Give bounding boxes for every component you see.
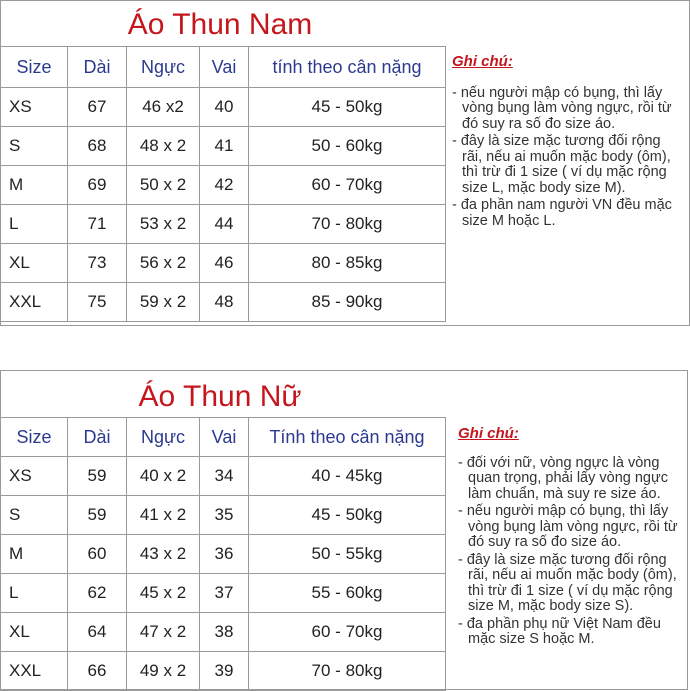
women-cell-shoulder: 37 [200, 574, 249, 613]
women-cell-shoulder: 38 [200, 613, 249, 652]
women-row-xl [1, 613, 446, 652]
men-note-item: - nếu người mập có bụng, thì lấy vòng bụng làm vòng ngực, rồi từ đó suy ra số đo size áo. [452, 84, 672, 132]
men-row-xxl [1, 283, 446, 322]
women-row-xxl [1, 652, 446, 691]
women-cell-shoulder: 35 [200, 496, 249, 535]
women-cell-weight: 70 - 80kg [249, 652, 446, 691]
women-row-m [1, 535, 446, 574]
men-row-xl [1, 244, 446, 283]
men-cell-weight: 50 - 60kg [249, 127, 446, 166]
women-header-size: Size [1, 418, 68, 457]
women-cell-length: 66 [68, 652, 127, 691]
men-cell-weight: 70 - 80kg [249, 205, 446, 244]
men-note-list [452, 86, 682, 230]
men-notes [452, 54, 682, 231]
men-header-weight: tính theo cân nặng [249, 47, 446, 88]
women-cell-length: 62 [68, 574, 127, 613]
women-note-item: - đây là size mặc tương đối rộng rãi, nếu ai muốn mặc body (ôm), thì trừ đi 1 size ( ví dụ mặc rộng size M, mặc body size S). [458, 551, 677, 614]
women-cell-shoulder: 36 [200, 535, 249, 574]
men-header-row [1, 47, 446, 88]
men-cell-chest: 48 x 2 [127, 127, 200, 166]
women-header-row [1, 418, 446, 457]
men-cell-shoulder: 46 [200, 244, 249, 283]
men-cell-weight: 85 - 90kg [249, 283, 446, 322]
women-cell-weight: 50 - 55kg [249, 535, 446, 574]
women-cell-size: M [1, 535, 68, 574]
men-row-m [1, 166, 446, 205]
women-cell-chest: 43 x 2 [127, 535, 200, 574]
women-row-xs [1, 457, 446, 496]
men-row-l [1, 205, 446, 244]
men-cell-length: 73 [68, 244, 127, 283]
men-cell-shoulder: 42 [200, 166, 249, 205]
women-note-item: - đa phần phụ nữ Việt Nam đều mặc size S hoặc M. [458, 615, 661, 647]
men-header-length: Dài [68, 47, 127, 88]
men-chart-title: Áo Thun Nam [127, 8, 313, 41]
men-cell-size: S [1, 127, 68, 166]
men-note-title: Ghi chú: [452, 53, 513, 70]
women-cell-chest: 45 x 2 [127, 574, 200, 613]
men-cell-size: XS [1, 88, 68, 127]
men-row-xs [1, 88, 446, 127]
men-cell-size: M [1, 166, 68, 205]
women-cell-chest: 47 x 2 [127, 613, 200, 652]
men-cell-shoulder: 41 [200, 127, 249, 166]
men-cell-size: XL [1, 244, 68, 283]
men-cell-length: 71 [68, 205, 127, 244]
women-cell-size: XL [1, 613, 68, 652]
women-row-s [1, 496, 446, 535]
men-cell-shoulder: 40 [200, 88, 249, 127]
men-size-table [0, 46, 446, 322]
men-note-item: - đây là size mặc tương đối rộng rãi, nếu ai muốn mặc body (ôm), thì trừ đi 1 size ( ví dụ mặc rộng size L, mặc body size M). [452, 133, 671, 196]
men-header-chest: Ngực [127, 47, 200, 88]
women-cell-chest: 40 x 2 [127, 457, 200, 496]
women-notes [458, 426, 684, 650]
men-cell-weight: 80 - 85kg [249, 244, 446, 283]
women-note-item: - nếu người mập có bụng, thì lấy vòng bụng làm vòng ngực, rồi từ đó suy ra số đo size áo. [458, 503, 678, 550]
men-cell-weight: 60 - 70kg [249, 166, 446, 205]
men-cell-length: 68 [68, 127, 127, 166]
men-cell-length: 69 [68, 166, 127, 205]
women-cell-size: XS [1, 457, 68, 496]
women-cell-size: XXL [1, 652, 68, 691]
women-row-l [1, 574, 446, 613]
women-cell-length: 59 [68, 457, 127, 496]
men-header-shoulder: Vai [200, 47, 249, 88]
women-cell-weight: 55 - 60kg [249, 574, 446, 613]
women-cell-weight: 40 - 45kg [249, 457, 446, 496]
men-cell-weight: 45 - 50kg [249, 88, 446, 127]
women-cell-shoulder: 39 [200, 652, 249, 691]
men-cell-chest: 53 x 2 [127, 205, 200, 244]
women-note-title: Ghi chú: [458, 425, 519, 442]
women-size-chart [0, 370, 690, 690]
men-cell-chest: 46 x2 [127, 88, 200, 127]
women-cell-shoulder: 34 [200, 457, 249, 496]
women-cell-chest: 41 x 2 [127, 496, 200, 535]
women-cell-length: 64 [68, 613, 127, 652]
women-cell-weight: 45 - 50kg [249, 496, 446, 535]
women-cell-weight: 60 - 70kg [249, 613, 446, 652]
men-header-size: Size [1, 47, 68, 88]
men-cell-shoulder: 48 [200, 283, 249, 322]
women-cell-chest: 49 x 2 [127, 652, 200, 691]
men-note-item: - đa phần nam người VN đều mặc size M hoặc L. [452, 197, 672, 229]
men-cell-length: 67 [68, 88, 127, 127]
women-header-shoulder: Vai [200, 418, 249, 457]
women-size-table [0, 417, 446, 691]
men-size-chart [0, 0, 690, 330]
men-cell-size: XXL [1, 283, 68, 322]
women-header-weight: Tính theo cân nặng [249, 418, 446, 457]
men-cell-chest: 50 x 2 [127, 166, 200, 205]
men-cell-chest: 59 x 2 [127, 283, 200, 322]
women-chart-title: Áo Thun Nữ [138, 380, 302, 413]
men-cell-size: L [1, 205, 68, 244]
women-header-chest: Ngực [127, 418, 200, 457]
men-cell-length: 75 [68, 283, 127, 322]
men-row-s [1, 127, 446, 166]
women-note-list [458, 456, 684, 648]
women-header-length: Dài [68, 418, 127, 457]
women-cell-length: 60 [68, 535, 127, 574]
women-cell-size: S [1, 496, 68, 535]
women-cell-size: L [1, 574, 68, 613]
men-cell-shoulder: 44 [200, 205, 249, 244]
women-cell-length: 59 [68, 496, 127, 535]
men-cell-chest: 56 x 2 [127, 244, 200, 283]
women-note-item: - đối với nữ, vòng ngực là vòng quan trọng, phải lấy vòng ngực làm chuẩn, mà suy re size áo. [458, 454, 668, 502]
